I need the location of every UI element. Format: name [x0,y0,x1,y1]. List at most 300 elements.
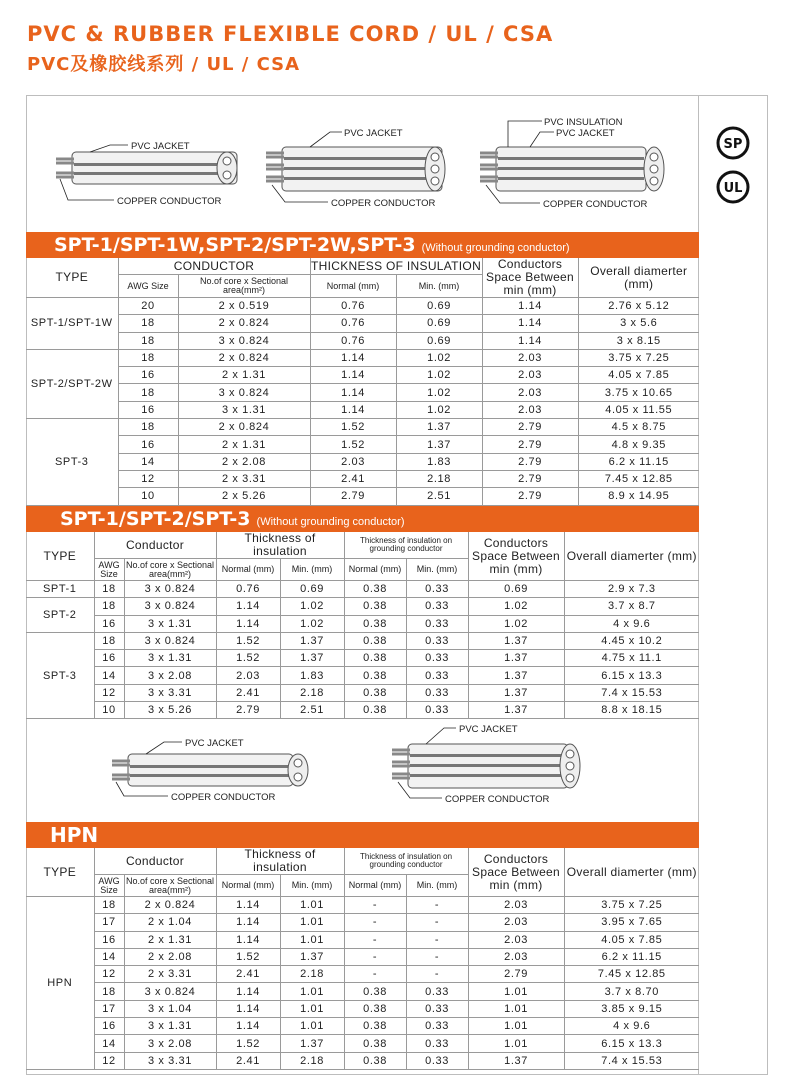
table-cell: 1.14 [482,298,578,315]
table-cell: 12 [118,470,178,487]
table-cell: 0.69 [396,315,482,332]
table-cell: 14 [94,667,124,684]
table-cell: 1.37 [396,436,482,453]
table-cell: 0.69 [396,298,482,315]
table-cell: 4.05 x 11.55 [578,401,699,418]
table-row [26,1018,699,1035]
table-cell: 18 [118,419,178,436]
table-cell: 4.05 x 7.85 [578,367,699,384]
table-cell: 1.02 [468,598,564,615]
table-cell: 1.37 [468,667,564,684]
table-cell: 2.51 [280,702,344,719]
table-cell: 12 [94,1052,124,1069]
table-cell: - [344,897,406,914]
table-cell: 2.18 [396,470,482,487]
table-cell: 6.15 x 13.3 [564,1035,699,1052]
table-cell: 0.69 [468,581,564,598]
table-cell: - [406,931,468,948]
table-cell: 18 [94,632,124,649]
table-cell: 1.01 [468,1035,564,1052]
header-conductor: CONDUCTOR [118,258,310,275]
table-cell: 17 [94,914,124,931]
table-cell: 3.7 x 8.7 [564,598,699,615]
table-cell: - [344,948,406,965]
table-cell: 1.14 [216,1018,280,1035]
header-thickness: Thickness of insulation [216,848,344,875]
table-row [26,931,699,948]
table-cell: 2 x 2.08 [124,948,216,965]
table-row [26,453,699,470]
table-cell: 2 x 0.824 [178,349,310,366]
table-cell: 1.14 [216,1000,280,1017]
cable-diagrams-middle [30,716,698,816]
table-cell: 3 x 2.08 [124,667,216,684]
table-cell: 1.52 [216,1035,280,1052]
table-cell: 3 x 8.15 [578,332,699,349]
table-row [26,1035,699,1052]
header-thickness: THICKNESS OF INSULATION [310,258,482,275]
table-cell: 2.03 [468,948,564,965]
header-ground-normal: Normal (mm) [344,559,406,581]
svg-text:COPPER CONDUCTOR: COPPER CONDUCTOR [331,198,436,209]
table-cell: 1.02 [396,401,482,418]
table-cell: 1.01 [280,897,344,914]
table-cell: 0.33 [406,598,468,615]
svg-text:COPPER CONDUCTOR: COPPER CONDUCTOR [543,199,648,210]
table-cell: 17 [94,1000,124,1017]
header-awg: AWG Size [94,559,124,581]
table-cell: 2 x 3.31 [178,470,310,487]
table-cell: 1.02 [280,598,344,615]
table-cell: 3 x 2.08 [124,1035,216,1052]
table-cell: 0.33 [406,615,468,632]
table-cell: 1.14 [216,598,280,615]
table-cell: 2.41 [216,1052,280,1069]
table-cell: 18 [94,598,124,615]
header-type: TYPE [26,532,94,581]
table-cell: 3 x 1.31 [124,615,216,632]
header-thickness: Thickness of insulation [216,532,344,559]
table-cell: 7.45 x 12.85 [564,966,699,983]
table-cell: 18 [118,384,178,401]
section3-banner [26,822,699,848]
header-type: TYPE [26,848,94,897]
type-cell: SPT-2 [26,598,94,633]
table-cell: 0.69 [396,332,482,349]
table-cell: 3.7 x 8.70 [564,983,699,1000]
cable-diagram-3core [392,724,580,805]
header-type: TYPE [26,258,118,298]
table-cell: 4 x 9.6 [564,1018,699,1035]
table-cell: 1.01 [468,983,564,1000]
table-cell: 3 x 0.824 [178,332,310,349]
table-row [26,897,699,914]
table-cell: 3 x 0.824 [124,598,216,615]
table-row [26,684,699,701]
table-cell: 1.37 [468,650,564,667]
table-cell: 2.79 [468,966,564,983]
table-cell: 1.14 [216,931,280,948]
table-row [26,914,699,931]
table-cell: 3.75 x 10.65 [578,384,699,401]
table-cell: 1.02 [396,384,482,401]
table-row [26,401,699,418]
table-cell: 1.52 [310,419,396,436]
table-cell: 2 x 1.04 [124,914,216,931]
page-subtitle: PVC及橡胶线系列 / UL / CSA [27,54,301,75]
table-cell: 1.01 [468,1000,564,1017]
table-cell: 0.38 [344,684,406,701]
table-cell: 0.76 [216,581,280,598]
table-cell: 2.79 [216,702,280,719]
table-cell: 1.02 [396,367,482,384]
table-cell: 2.79 [482,436,578,453]
cable-diagram-3core-insulated [480,117,664,210]
table-cell: 12 [94,966,124,983]
table-cell: 2.03 [482,367,578,384]
page-title: PVC & RUBBER FLEXIBLE CORD / UL / CSA [27,22,554,46]
table-cell: 0.38 [344,615,406,632]
header-space: Conductors Space Between min (mm) [468,848,564,897]
table-cell: 0.33 [406,1035,468,1052]
table-cell: 2 x 0.824 [178,419,310,436]
table-cell: 16 [94,650,124,667]
table-cell: 1.02 [468,615,564,632]
table-cell: 2.03 [216,667,280,684]
header-thickness-ground: Thickness of insulation on grounding conductor [344,532,468,559]
table-cell: 1.37 [280,1035,344,1052]
table-cell: 1.37 [280,948,344,965]
table-cell: 1.01 [280,1018,344,1035]
table-cell: 6.2 x 11.15 [564,948,699,965]
table-cell: 0.38 [344,650,406,667]
header-awg: AWG Size [118,275,178,298]
section2-banner [26,506,699,532]
table-cell: 3 x 1.04 [124,1000,216,1017]
table-cell: 0.76 [310,298,396,315]
section3-table [26,848,699,1070]
table-cell: 12 [94,684,124,701]
table-cell: 2 x 5.26 [178,488,310,505]
table-cell: 10 [118,488,178,505]
table-cell: 1.14 [310,367,396,384]
table-cell: 2.41 [310,470,396,487]
table-cell: 2.03 [482,384,578,401]
table-cell: 16 [94,931,124,948]
header-cores: No.of core x Sectional area(mm²) [178,275,310,298]
table-cell: 0.69 [280,581,344,598]
header-normal: Normal (mm) [310,275,396,298]
table-cell: - [406,966,468,983]
table-cell: 0.76 [310,315,396,332]
table-row [26,298,699,315]
table-row [26,349,699,366]
table-cell: 2 x 1.31 [124,931,216,948]
table-cell: 3.95 x 7.65 [564,914,699,931]
table-cell: 3.75 x 7.25 [564,897,699,914]
table-row [26,667,699,684]
table-cell: 1.02 [396,349,482,366]
table-cell: 8.8 x 18.15 [564,702,699,719]
header-min: Min. (mm) [396,275,482,298]
type-cell: SPT-3 [26,419,118,505]
table-cell: 16 [94,615,124,632]
table-cell: 8.9 x 14.95 [578,488,699,505]
section1-note: (Without grounding conductor) [421,242,570,254]
table-cell: 0.38 [344,1018,406,1035]
table-cell: 14 [118,453,178,470]
type-cell: SPT-1 [26,581,94,598]
table-cell: 1.37 [468,684,564,701]
table-cell: 18 [94,581,124,598]
table-cell: 2.03 [468,931,564,948]
table-cell: 1.14 [310,384,396,401]
table-row [26,1000,699,1017]
table-cell: 6.15 x 13.3 [564,667,699,684]
table-cell: 4 x 9.6 [564,615,699,632]
table-cell: 18 [118,315,178,332]
table-cell: 2.18 [280,966,344,983]
table-cell: 7.45 x 12.85 [578,470,699,487]
table-cell: 16 [118,367,178,384]
svg-text:SP: SP [723,137,743,152]
svg-text:PVC JACKET: PVC JACKET [131,141,190,152]
table-cell: 0.38 [344,632,406,649]
table-row [26,615,699,632]
table-cell: 1.52 [216,948,280,965]
header-ground-normal: Normal (mm) [344,875,406,897]
table-cell: 4.75 x 11.1 [564,650,699,667]
table-cell: 2 x 1.31 [178,367,310,384]
table-cell: 1.01 [280,914,344,931]
table-cell: - [406,914,468,931]
table-cell: 1.52 [216,632,280,649]
table-cell: 0.33 [406,1052,468,1069]
table-cell: 4.05 x 7.85 [564,931,699,948]
table-cell: 1.01 [280,983,344,1000]
table-cell: 16 [118,436,178,453]
table-cell: 1.01 [280,1000,344,1017]
table-cell: 2.03 [310,453,396,470]
table-cell: 2 x 0.824 [178,315,310,332]
header-overall: Overall diamerter (mm) [578,258,699,298]
table-cell: 1.01 [280,931,344,948]
table-cell: 2.76 x 5.12 [578,298,699,315]
section1-title: SPT-1/SPT-1W,SPT-2/SPT-2W,SPT-3 [54,234,416,256]
svg-text:PVC INSULATION: PVC INSULATION [544,117,623,128]
section2-title: SPT-1/SPT-2/SPT-3 [60,508,251,530]
table-cell: 2 x 0.824 [124,897,216,914]
table-cell: 1.52 [310,436,396,453]
table-cell: 0.33 [406,650,468,667]
header-normal: Normal (mm) [216,875,280,897]
table-cell: - [344,931,406,948]
table-cell: 7.4 x 15.53 [564,684,699,701]
section1-banner [26,232,699,258]
header-space: Conductors Space Between min (mm) [482,258,578,298]
table-cell: 0.38 [344,702,406,719]
table-cell: 14 [94,1035,124,1052]
table-cell: 14 [94,948,124,965]
table-cell: 1.83 [280,667,344,684]
cable-diagram-3core [266,128,445,209]
header-cores: No.of core x Sectional area(mm²) [125,559,215,579]
table-cell: 0.38 [344,581,406,598]
table-cell: 10 [94,702,124,719]
table-cell: 1.14 [216,897,280,914]
section2-note: (Without grounding conductor) [256,516,405,528]
table-cell: 0.38 [344,983,406,1000]
table-row [26,948,699,965]
table-row [26,581,699,598]
table-cell: 3 x 0.824 [178,384,310,401]
table-cell: 18 [118,349,178,366]
table-cell: 1.01 [468,1018,564,1035]
header-ground-min: Min. (mm) [406,875,468,897]
table-cell: 0.33 [406,667,468,684]
table-cell: 2.79 [482,488,578,505]
table-cell: 2.41 [216,684,280,701]
table-cell: 0.33 [406,983,468,1000]
svg-text:PVC JACKET: PVC JACKET [556,128,615,139]
table-cell: 3 x 5.6 [578,315,699,332]
table-cell: 0.38 [344,1035,406,1052]
header-ground-min: Min. (mm) [406,559,468,581]
table-cell: 3 x 1.31 [178,401,310,418]
table-cell: 4.8 x 9.35 [578,436,699,453]
table-cell: 3 x 1.31 [124,650,216,667]
ul-mark-icon [716,170,750,204]
header-overall: Overall diamerter (mm) [564,848,699,897]
table-cell: 3 x 3.31 [124,1052,216,1069]
header-thickness-ground: Thickness of insulation on grounding conductor [344,848,468,875]
table-cell: 1.37 [468,702,564,719]
table-cell: 1.14 [216,983,280,1000]
svg-text:PVC JACKET: PVC JACKET [185,738,244,749]
table-cell: 1.52 [216,650,280,667]
table-row [26,332,699,349]
section2-table [26,532,699,719]
table-cell: 1.14 [310,401,396,418]
type-cell: SPT-1/SPT-1W [26,298,118,350]
table-cell: 0.33 [406,1018,468,1035]
table-cell: - [344,914,406,931]
cable-diagram-2core [56,141,237,207]
table-cell: 1.37 [396,419,482,436]
table-cell: 2.41 [216,966,280,983]
header-overall: Overall diamerter (mm) [564,532,699,581]
table-cell: 2.9 x 7.3 [564,581,699,598]
table-cell: 2.03 [468,897,564,914]
table-row [26,966,699,983]
table-cell: 2.03 [468,914,564,931]
table-cell: 1.14 [482,332,578,349]
table-cell: 1.02 [280,615,344,632]
table-cell: 3.75 x 7.25 [578,349,699,366]
table-cell: 1.37 [468,632,564,649]
table-cell: 2.03 [482,401,578,418]
table-cell: 0.38 [344,598,406,615]
table-cell: 2 x 1.31 [178,436,310,453]
table-cell: 1.14 [482,315,578,332]
table-cell: 3.85 x 9.15 [564,1000,699,1017]
header-min: Min. (mm) [280,875,344,897]
svg-text:UL: UL [723,181,743,196]
table-cell: 0.33 [406,632,468,649]
table-row [26,650,699,667]
type-cell: SPT-3 [26,632,94,718]
table-cell: 6.2 x 11.15 [578,453,699,470]
table-cell: 1.14 [216,615,280,632]
table-row [26,470,699,487]
table-row [26,367,699,384]
table-cell: 0.38 [344,1000,406,1017]
table-cell: 1.83 [396,453,482,470]
header-normal: Normal (mm) [216,559,280,581]
svg-text:COPPER CONDUCTOR: COPPER CONDUCTOR [445,794,550,805]
table-cell: 2.03 [482,349,578,366]
table-row [26,384,699,401]
table-cell: 1.14 [216,914,280,931]
table-cell: - [406,948,468,965]
table-cell: 2.79 [482,419,578,436]
table-cell: 0.38 [344,667,406,684]
table-cell: 0.33 [406,1000,468,1017]
table-row [26,983,699,1000]
table-cell: 0.38 [344,1052,406,1069]
table-cell: 1.14 [310,349,396,366]
header-min: Min. (mm) [280,559,344,581]
svg-text:PVC JACKET: PVC JACKET [459,724,518,735]
table-cell: 2.51 [396,488,482,505]
header-space: Conductors Space Between min (mm) [468,532,564,581]
table-cell: 18 [94,983,124,1000]
table-cell: 2.79 [482,453,578,470]
table-cell: 2 x 0.519 [178,298,310,315]
table-cell: - [344,966,406,983]
table-cell: 3 x 0.824 [124,632,216,649]
table-cell: 2.79 [482,470,578,487]
svg-text:COPPER CONDUCTOR: COPPER CONDUCTOR [171,792,276,803]
table-row [26,419,699,436]
table-cell: 18 [94,897,124,914]
csa-mark-icon [716,126,750,160]
table-row [26,1052,699,1069]
svg-text:COPPER CONDUCTOR: COPPER CONDUCTOR [117,196,222,207]
table-cell: 16 [118,401,178,418]
header-conductor: Conductor [94,848,216,875]
table-row [26,488,699,505]
table-cell: 0.33 [406,702,468,719]
table-cell: 7.4 x 15.53 [564,1052,699,1069]
table-cell: 0.33 [406,581,468,598]
table-cell: 18 [118,332,178,349]
table-cell: 1.37 [280,632,344,649]
section1-table [26,258,699,506]
table-cell: 2 x 2.08 [178,453,310,470]
table-cell: 1.37 [468,1052,564,1069]
table-cell: 2.79 [310,488,396,505]
header-awg: AWG Size [94,875,124,897]
table-row [26,598,699,615]
table-row [26,315,699,332]
table-cell: 2.18 [280,1052,344,1069]
table-cell: 16 [94,1018,124,1035]
table-cell: 4.45 x 10.2 [564,632,699,649]
header-conductor: Conductor [94,532,216,559]
svg-text:PVC JACKET: PVC JACKET [344,128,403,139]
table-cell: 3 x 5.26 [124,702,216,719]
